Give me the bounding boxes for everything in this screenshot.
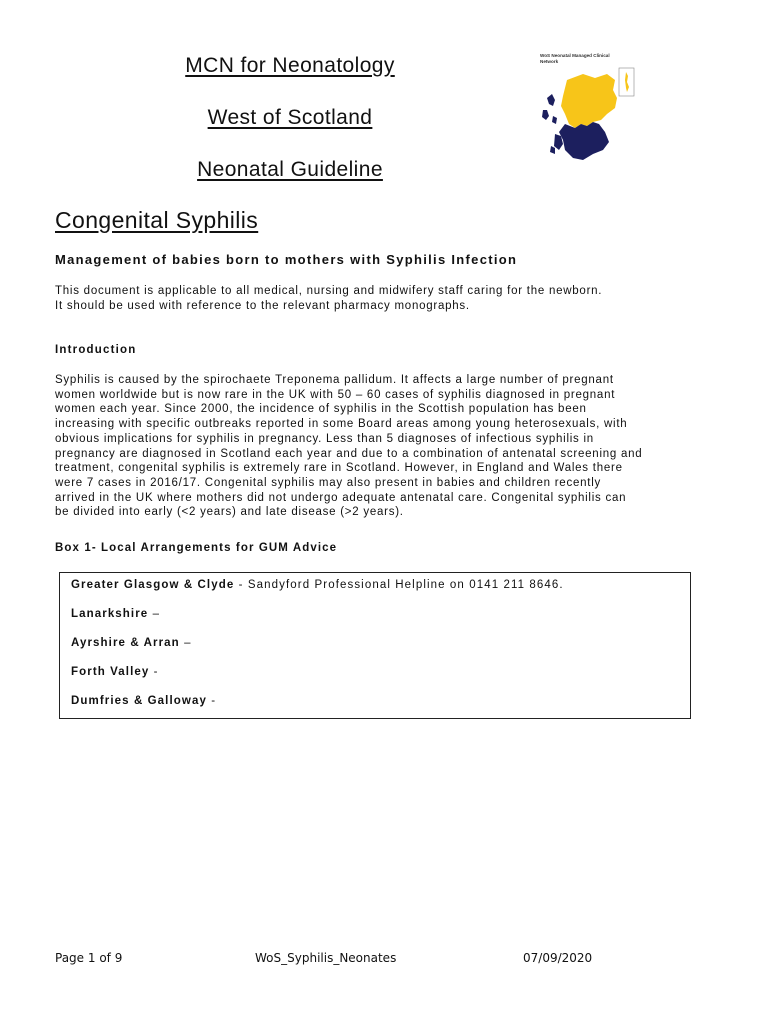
gum-contact-row [71, 579, 564, 591]
gum-contact-row [71, 695, 216, 707]
health-board-name: Dumfries & Galloway [71, 695, 207, 707]
health-board-name: Lanarkshire [71, 608, 149, 620]
gum-contact-row [71, 637, 192, 649]
intro-line: be divided into early (<2 years) and late disease (>2 years). [55, 506, 404, 519]
scotland-map-icon [535, 50, 635, 175]
intro-line: were 7 cases in 2016/17. Congenital syphilis may also present in babies and children recently [55, 476, 601, 489]
footer-page-number: Page 1 of 9 [55, 951, 123, 965]
intro-line: Syphilis is caused by the spirochaete Treponema pallidum. It affects a large number of pregnant [55, 374, 614, 386]
contact-detail: - [149, 666, 159, 678]
intro-line: treatment, congenital syphilis is extremely rare in Scotland. However, in England and Wales there [55, 462, 623, 475]
guideline-network-title: MCN for Neonatology [185, 54, 395, 77]
map-caption: WoS Neonatal Managed Clinical Network [540, 53, 610, 64]
intro-line: women worldwide but is now rare in the UK with 50 – 60 cases of syphilis diagnosed in pregnant [55, 388, 616, 401]
contact-detail: - [206, 695, 217, 707]
footer-date: 07/09/2020 [523, 951, 593, 965]
guideline-region-title: West of Scotland [207, 106, 373, 129]
footer-document-name: WoS_Syphilis_Neonates [255, 951, 397, 965]
applicability-statement [55, 284, 735, 313]
document-subtitle: Management of babies born to mothers with Syphilis Infection [55, 252, 518, 267]
box1-heading: Box 1- Local Arrangements for GUM Advice [55, 542, 338, 554]
intro-line: increasing with specific outbreaks reported in some Board areas among young heterosexuals, with [55, 418, 628, 431]
guideline-type-title: Neonatal Guideline [197, 158, 383, 181]
introduction-paragraph [55, 373, 735, 520]
health-board-name: Forth Valley [71, 666, 150, 678]
contact-detail: – [148, 608, 161, 620]
contact-detail: - Sandyford Professional Helpline on 0141 211 8646. [234, 579, 564, 591]
health-board-name: Greater Glasgow & Clyde [71, 579, 235, 591]
health-board-name: Ayrshire & Arran [71, 637, 180, 649]
contact-detail: – [179, 637, 192, 649]
gum-contact-row [71, 608, 160, 620]
document-subject: Congenital Syphilis [55, 207, 259, 233]
intro-line: women each year. Since 2000, the incidence of syphilis in the Scottish population has been [55, 403, 587, 416]
gum-advice-box [59, 572, 691, 719]
gum-contact-row [71, 666, 159, 678]
intro-line: obvious implications for syphilis in pregnancy. Less than 5 diagnoses of infectious syphilis in [55, 432, 594, 445]
applicability-line: It should be used with reference to the relevant pharmacy monographs. [55, 299, 470, 312]
introduction-heading: Introduction [55, 344, 137, 356]
intro-line: arrived in the UK where mothers did not undergo adequate antenatal care. Congenital syphilis can [55, 491, 627, 504]
intro-line: pregnancy are diagnosed in Scotland each year and due to a combination of antenatal screening and [55, 447, 643, 460]
applicability-line: This document is applicable to all medical, nursing and midwifery staff caring for the newborn. [55, 285, 603, 297]
